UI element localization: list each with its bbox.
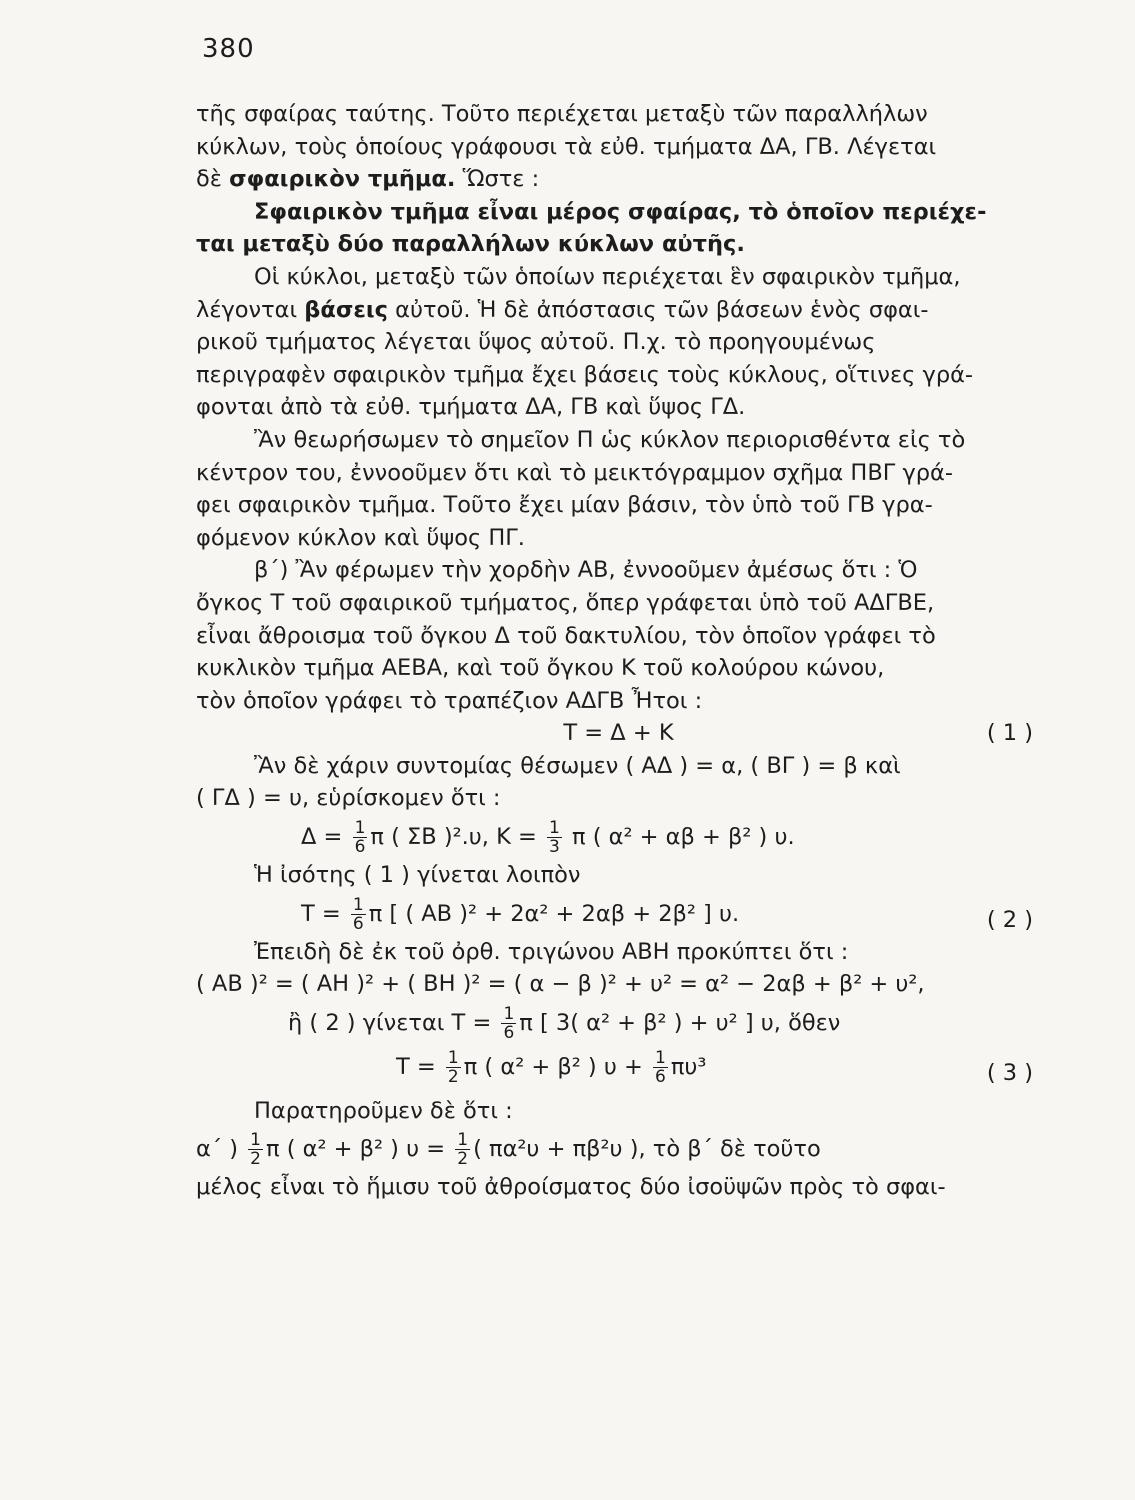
equation-text: Τ = Δ + Κ <box>563 720 674 747</box>
equation-text: Τ = <box>301 900 341 927</box>
denominator: 6 <box>352 913 364 934</box>
text-line: Ἂν θεωρήσωμεν τὸ σημεῖον Π ὡς κύκλον περιορισθέντα εἰς τὸ <box>254 426 966 453</box>
equation-text: π ( α² + β² ) υ = <box>266 1136 446 1163</box>
fraction <box>446 1049 461 1086</box>
definition-line: Σφαιρικὸν τμῆμα εἶναι μέρος σφαίρας, τὸ ὁποῖον περιέχε- <box>254 198 987 225</box>
fraction <box>653 1049 668 1086</box>
equation-number: ( 3 ) <box>986 1059 1033 1086</box>
equation-text: πυ³ <box>670 1053 707 1080</box>
denominator: 2 <box>250 1149 261 1170</box>
text-span: αὐτοῦ. Ἡ δὲ ἀπόστασις τῶν βάσεων ἑνὸς σφαι- <box>388 296 929 323</box>
text-line: μέλος εἶναι τὸ ἥμισυ τοῦ ἀθροίσματος δύο ἰσοϋψῶν πρὸς τὸ σφαι- <box>196 1174 946 1201</box>
text-line: κυκλικὸν τμῆμα ΑΕΒΑ, καὶ τοῦ ὄγκου Κ τοῦ κολούρου κώνου, <box>196 655 885 682</box>
text-line: ρικοῦ τμήματος λέγεται ὕψος αὐτοῦ. Π.χ. τὸ προηγουμένως <box>196 329 876 356</box>
equation-text: π [ ( ΑΒ )² + 2α² + 2αβ + 2β² ] υ. <box>368 900 740 927</box>
denominator: 6 <box>354 837 366 858</box>
numerator: 1 <box>655 1047 666 1068</box>
equation-text: π ( α² + β² ) υ + <box>463 1053 643 1080</box>
equation-text: π ( ΣΒ )².υ, Κ = <box>370 824 537 851</box>
equation-3 <box>196 1045 1041 1089</box>
numerator: 1 <box>457 1130 469 1151</box>
term-bases: βάσεις <box>304 296 388 323</box>
text-span: λέγονται <box>196 296 305 323</box>
denominator: 6 <box>655 1066 666 1087</box>
numerator: 1 <box>503 1003 515 1024</box>
text-line: φόμενον κύκλον καὶ ὕψος ΠΓ. <box>196 524 525 551</box>
equation-1 <box>196 717 1041 750</box>
text-line: Οἱ κύκλοι, μεταξὺ τῶν ὁποίων περιέχεται ἓν σφαιρικὸν τμῆμα, <box>254 263 961 290</box>
text-line <box>196 163 1041 196</box>
text-span: δὲ <box>196 166 230 193</box>
text-line: β΄) Ἂν φέρωμεν τὴν χορδὴν ΑΒ, ἐννοοῦμεν ἀμέσως ὅτι : Ὁ <box>254 557 918 584</box>
denominator: 6 <box>503 1022 515 1043</box>
denominator: 3 <box>549 837 560 858</box>
fraction <box>351 896 366 933</box>
text-line: εἶναι ἄθροισμα τοῦ ὄγκου Δ τοῦ δακτυλίου, τὸν ὁποῖον γράφει τὸ <box>196 622 936 649</box>
page-number: 380 <box>202 34 255 64</box>
numerator: 1 <box>354 818 366 839</box>
equation-observation-a <box>196 1127 1041 1171</box>
text-line: φει σφαιρικὸν τμῆμα. Τοῦτο ἔχει μίαν βάσιν, τὸν ὑπὸ τοῦ ΓΒ γρα- <box>196 492 933 519</box>
text-line: περιγραφὲν σφαιρικὸν τμῆμα ἔχει βάσεις τοὺς κύκλους, οἵτινες γρά- <box>196 361 974 388</box>
equation-2 <box>196 892 1041 936</box>
numerator: 1 <box>447 1047 459 1068</box>
definition-line: ται μεταξὺ δύο παραλλήλων κύκλων αὐτῆς. <box>196 231 745 258</box>
denominator: 2 <box>457 1149 469 1170</box>
equation-number: ( 1 ) <box>986 720 1033 747</box>
numerator: 1 <box>250 1130 261 1151</box>
equation-pythagoras: ( ΑΒ )² = ( ΑΗ )² + ( ΒΗ )² = ( α − β )² + υ² = α² − 2αβ + β² + υ², <box>196 971 925 998</box>
fraction <box>455 1131 470 1168</box>
text-line: Ἡ ἰσότης ( 1 ) γίνεται λοιπὸν <box>254 862 581 889</box>
text-line: Παρατηροῦμεν δὲ ὅτι : <box>254 1097 513 1124</box>
text-line: κύκλων, τοὺς ὁποίους γράφουσι τὰ εὐθ. τμήματα ΔΑ, ΓΒ. Λέγεται <box>196 133 937 160</box>
equation-text: α΄ ) <box>196 1136 239 1163</box>
fraction <box>501 1005 516 1042</box>
numerator: 1 <box>549 818 560 839</box>
equation-text: Τ = <box>396 1053 436 1080</box>
fraction <box>353 819 368 856</box>
term-spherical-segment: σφαιρικὸν τμῆμα. <box>229 166 456 193</box>
denominator: 2 <box>447 1066 459 1087</box>
equation-delta-k <box>196 815 1041 859</box>
text-line: τῆς σφαίρας ταύτης. Τοῦτο περιέχεται μεταξὺ τῶν παραλλήλων <box>196 101 928 127</box>
equation-text: Δ = <box>301 824 343 851</box>
text-line: κέντρον του, ἐννοοῦμεν ὅτι καὶ τὸ μεικτόγραμμον σχῆμα ΠΒΓ γρά- <box>196 459 954 486</box>
text-line: Ἐπειδὴ δὲ ἐκ τοῦ ὀρθ. τριγώνου ΑΒΗ προκύπτει ὅτι : <box>254 938 849 965</box>
equation-2-rewritten <box>196 1001 1041 1045</box>
text-line <box>196 294 1041 327</box>
equation-text: π [ 3( α² + β² ) + υ² ] υ, ὅθεν <box>519 1009 841 1036</box>
equation-number: ( 2 ) <box>986 906 1033 933</box>
equation-text: π ( α² + αβ + β² ) υ. <box>572 824 795 851</box>
text-line: τὸν ὁποῖον γράφει τὸ τραπέζιον ΑΔΓΒ Ἦτοι : <box>196 687 703 714</box>
fraction <box>248 1131 263 1168</box>
fraction <box>547 819 562 856</box>
page-body <box>196 98 1041 1204</box>
text-line: φονται ἀπὸ τὰ εὐθ. τμήματα ΔΑ, ΓΒ καὶ ὕψος ΓΔ. <box>196 394 746 421</box>
text-line: ὄγκος Τ τοῦ σφαιρικοῦ τμήματος, ὅπερ γράφεται ὑπὸ τοῦ ΑΔΓΒΕ, <box>196 589 935 616</box>
numerator: 1 <box>352 894 364 915</box>
equation-text: ( πα²υ + πβ²υ ), τὸ β΄ δὲ τοῦτο <box>473 1136 821 1163</box>
text-span: Ὥστε : <box>455 166 540 193</box>
text-line: Ἂν δὲ χάριν συντομίας θέσωμεν ( ΑΔ ) = α, ( ΒΓ ) = β καὶ <box>254 752 901 779</box>
text-line: ( ΓΔ ) = υ, εὑρίσκομεν ὅτι : <box>196 785 501 812</box>
equation-text: ἢ ( 2 ) γίνεται Τ = <box>288 1009 492 1036</box>
